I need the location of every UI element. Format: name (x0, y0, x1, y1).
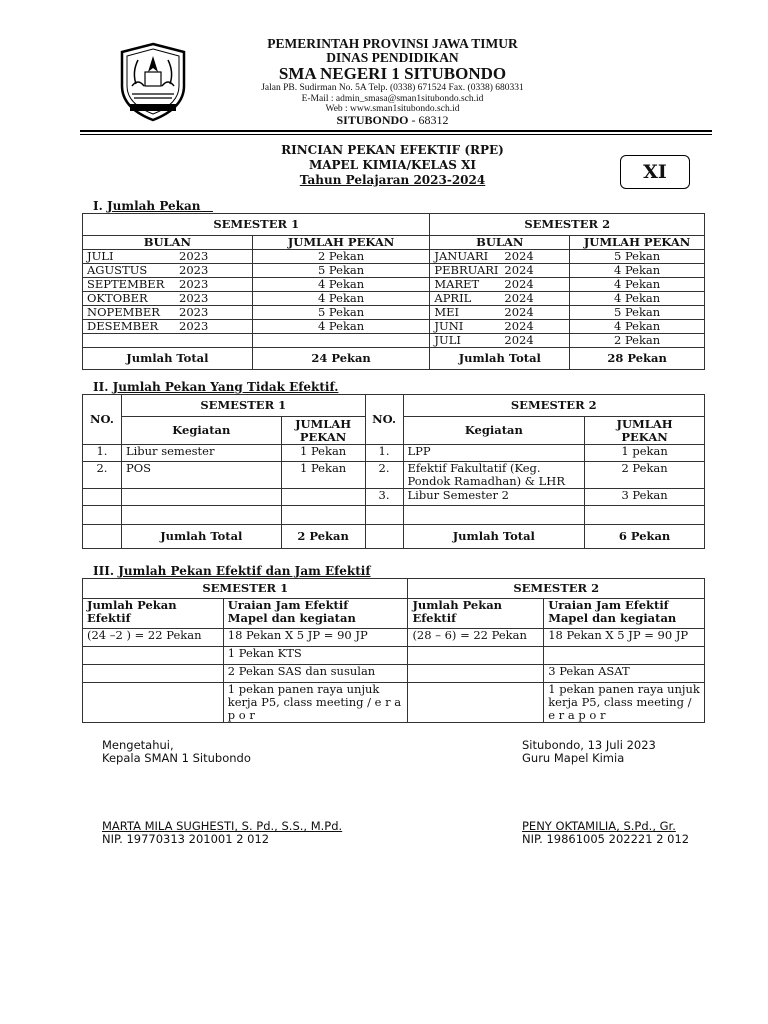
postal-code: - 68312 (411, 113, 449, 127)
col-bulan-2: BULAN (430, 236, 570, 250)
class-box: XI (620, 155, 690, 189)
effective-weeks-1: (24 –2 ) = 22 Pekan (83, 629, 224, 647)
month-cell-1 (83, 320, 253, 334)
jumlah-header-2 (585, 417, 705, 445)
section1-heading (93, 199, 213, 213)
month-year: 2023 (179, 249, 209, 263)
total-value-1: 2 Pekan (281, 525, 365, 549)
table-row (83, 683, 705, 723)
total-label-1: Jumlah Total (121, 525, 281, 549)
weeks-cell-2: 1 pekan (585, 445, 705, 462)
total-value-2: 6 Pekan (585, 525, 705, 549)
col-b-header-1-line2: Mapel dan kegiatan (227, 611, 356, 625)
weeks-cell-1: 1 Pekan (281, 462, 365, 489)
weeks-cell-1: 4 Pekan (252, 320, 430, 334)
province-emblem-icon (118, 42, 188, 122)
total-empty-1 (83, 525, 122, 549)
month-year: 2023 (179, 291, 209, 305)
month-name: AGUSTUS (87, 263, 148, 277)
sem1-header: SEMESTER 1 (83, 214, 430, 236)
month-name: JANUARI (434, 249, 489, 263)
weeks-cell-1 (281, 506, 365, 525)
non-effective-body (83, 445, 705, 525)
weeks-cell-2: 5 Pekan (570, 306, 705, 320)
jumlah-header-1-line2: PEKAN (299, 429, 347, 444)
effective-weeks-2: (28 – 6) = 22 Pekan (408, 629, 544, 647)
sig-left-name: MARTA MILA SUGHESTI, S. Pd., S.S., M.Pd. (102, 819, 343, 833)
table-row (83, 292, 705, 306)
month-cell-2 (430, 264, 570, 278)
city-name: SITUBONDO (336, 113, 409, 127)
weeks-cell-1: 1 Pekan (281, 445, 365, 462)
school-address: Jalan PB. Sudirman No. 5A Telp. (0338) 671524 Fax. (0338) 680331 (261, 83, 524, 93)
col-a-header-1-line1: Jumlah Pekan (87, 598, 177, 612)
weeks-cell-2: 3 Pekan (585, 489, 705, 506)
total-label-2: Jumlah Total (430, 348, 570, 370)
month-year: 2024 (504, 263, 534, 277)
kegiatan-header-2: Kegiatan (403, 417, 585, 445)
government-name: PEMERINTAH PROVINSI JAWA TIMUR (267, 36, 518, 51)
month-cell-1 (83, 250, 253, 264)
table-row (83, 250, 705, 264)
month-year: 2024 (504, 319, 534, 333)
month-cell-2 (430, 278, 570, 292)
sig-right-date: Situbondo, 13 Juli 2023 (522, 738, 656, 752)
section3-heading (93, 564, 371, 578)
sig-right-nip: NIP. 19861005 202221 2 012 (522, 832, 690, 846)
weeks-cell-2: 2 Pekan (585, 462, 705, 489)
table-row (83, 334, 705, 348)
activity-cell-2: Efektif Fakultatif (Keg. Pondok Ramadhan) & LHR (403, 462, 585, 489)
weeks-cell-1: 5 Pekan (252, 264, 430, 278)
hours-detail-1: 2 Pekan SAS dan susulan (223, 665, 408, 683)
month-year: 2024 (504, 333, 534, 347)
sem1-header: SEMESTER 1 (83, 579, 408, 599)
weeks-cell-2: 5 Pekan (570, 250, 705, 264)
section1-number: I. (93, 199, 103, 213)
weeks-body (83, 250, 705, 348)
month-year: 2024 (504, 277, 534, 291)
section3-title: Jumlah Pekan Efektif dan Jam Efektif (118, 564, 371, 578)
table-row (83, 462, 705, 489)
col-a-header-2-line1: Jumlah Pekan (412, 598, 503, 612)
month-year: 2023 (179, 277, 209, 291)
month-cell-1 (83, 264, 253, 278)
month-year: 2024 (504, 249, 534, 263)
table-row (83, 506, 705, 525)
effective-weeks-1 (83, 683, 224, 723)
table-row (83, 665, 705, 683)
total-value-2: 28 Pekan (570, 348, 705, 370)
sig-right-name: PENY OKTAMILIA, S.Pd., Gr. (522, 819, 676, 833)
hours-detail-1: 1 Pekan KTS (223, 647, 408, 665)
weeks-cell-2: 4 Pekan (570, 278, 705, 292)
month-name: APRIL (434, 291, 472, 305)
hours-detail-2 (544, 647, 705, 665)
non-effective-table (82, 394, 705, 549)
activity-cell-1 (121, 506, 281, 525)
table-row (83, 306, 705, 320)
month-cell-1 (83, 334, 253, 348)
hours-detail-1: 1 pekan panen raya unjuk kerja P5, class meeting / e r a p o r (223, 683, 408, 723)
weeks-cell-2 (585, 506, 705, 525)
table-row (83, 264, 705, 278)
month-cell-2 (430, 306, 570, 320)
month-name: PEBRUARI (434, 263, 499, 277)
month-name: JULI (87, 249, 114, 263)
sig-left-role: Kepala SMAN 1 Situbondo (102, 751, 251, 765)
kegiatan-header-1: Kegiatan (121, 417, 281, 445)
month-name: JULI (434, 333, 461, 347)
row-number-1 (83, 506, 122, 525)
effective-weeks-2 (408, 647, 544, 665)
col-jumlah-2: JUMLAH PEKAN (570, 236, 705, 250)
weeks-table (82, 213, 705, 370)
effective-weeks-2 (408, 683, 544, 723)
month-cell-2 (430, 320, 570, 334)
row-number-1 (83, 489, 122, 506)
table-row (83, 647, 705, 665)
col-bulan-1: BULAN (83, 236, 253, 250)
header-rule-thin (80, 134, 712, 135)
total-empty-2 (365, 525, 403, 549)
month-cell-2 (430, 334, 570, 348)
sig-left-nip: NIP. 19770313 201001 2 012 (102, 832, 270, 846)
weeks-cell-1: 4 Pekan (252, 292, 430, 306)
section2-number: II. (93, 380, 109, 394)
document-title (200, 143, 585, 188)
sem2-header: SEMESTER 2 (408, 579, 705, 599)
month-name: DESEMBER (87, 319, 159, 333)
section2-heading (93, 380, 338, 394)
title-line-2: MAPEL KIMIA/KELAS XI (308, 158, 477, 172)
hours-detail-2: 1 pekan panen raya unjuk kerja P5, class meeting / e r a p o r (544, 683, 705, 723)
effective-weeks-1 (83, 647, 224, 665)
hours-detail-1: 18 Pekan X 5 JP = 90 JP (223, 629, 408, 647)
col-a-header-1-line2: Efektif (87, 611, 131, 625)
table-row (83, 278, 705, 292)
month-name: SEPTEMBER (87, 277, 165, 291)
weeks-cell-2: 2 Pekan (570, 334, 705, 348)
col-a-header-2-line2: Efektif (412, 611, 457, 625)
month-name: OKTOBER (87, 291, 148, 305)
hours-detail-2: 3 Pekan ASAT (544, 665, 705, 683)
signature-left (102, 739, 342, 846)
hours-detail-2: 18 Pekan X 5 JP = 90 JP (544, 629, 705, 647)
weeks-cell-1 (281, 489, 365, 506)
month-cell-2 (430, 250, 570, 264)
effective-hours-table (82, 578, 705, 723)
school-city-line (200, 113, 585, 128)
activity-cell-1: Libur semester (121, 445, 281, 462)
jumlah-header-1-line1: JUMLAH (295, 416, 352, 431)
row-number-1: 2. (83, 462, 122, 489)
sig-right-role: Guru Mapel Kimia (522, 751, 625, 765)
department-name: DINAS PENDIDIKAN (326, 50, 459, 65)
no-header-2: NO. (365, 395, 403, 445)
month-name: NOPEMBER (87, 305, 160, 319)
jumlah-header-2-line2: PEKAN (621, 429, 668, 444)
col-a-header-1 (83, 599, 224, 629)
month-name: JUNI (434, 319, 464, 333)
row-number-2: 3. (365, 489, 403, 506)
header-rule-thick (80, 130, 712, 132)
section3-number: III. (93, 564, 115, 578)
month-year: 2023 (179, 305, 209, 319)
col-b-header-2-line1: Uraian Jam Efektif (548, 598, 669, 612)
total-label-2: Jumlah Total (403, 525, 585, 549)
weeks-cell-2: 4 Pekan (570, 292, 705, 306)
title-line-1: RINCIAN PEKAN EFEKTIF (RPE) (281, 143, 504, 157)
month-cell-1 (83, 292, 253, 306)
activity-cell-2: LPP (403, 445, 585, 462)
sem1-header: SEMESTER 1 (121, 395, 365, 417)
weeks-cell-1: 2 Pekan (252, 250, 430, 264)
month-year: 2023 (179, 319, 209, 333)
section1-title: Jumlah Pekan (106, 199, 201, 213)
sem2-header: SEMESTER 2 (403, 395, 704, 417)
col-b-header-2-line2: Mapel dan kegiatan (548, 611, 677, 625)
sig-left-greeting: Mengetahui, (102, 738, 174, 752)
effective-weeks-2 (408, 665, 544, 683)
school-web: Web : www.sman1situbondo.sch.id (325, 104, 460, 114)
weeks-cell-1: 4 Pekan (252, 278, 430, 292)
total-value-1: 24 Pekan (252, 348, 430, 370)
table-row (83, 629, 705, 647)
activity-cell-1: POS (121, 462, 281, 489)
jumlah-header-1 (281, 417, 365, 445)
col-b-header-2 (544, 599, 705, 629)
activity-cell-2 (403, 506, 585, 525)
month-cell-2 (430, 292, 570, 306)
signature-right (522, 739, 689, 846)
activity-cell-2: Libur Semester 2 (403, 489, 585, 506)
weeks-cell-1 (252, 334, 430, 348)
month-name: MEI (434, 305, 460, 319)
row-number-2: 1. (365, 445, 403, 462)
school-email: E-Mail : admin_smasa@sman1situbondo.sch.id (301, 94, 484, 104)
school-name: SMA NEGERI 1 SITUBONDO (278, 64, 507, 83)
month-name: MARET (434, 277, 480, 291)
month-year: 2023 (179, 263, 209, 277)
effective-hours-body (83, 629, 705, 723)
month-cell-1 (83, 306, 253, 320)
col-a-header-2 (408, 599, 544, 629)
sem2-header: SEMESTER 2 (430, 214, 705, 236)
no-header-1: NO. (83, 395, 122, 445)
effective-weeks-1 (83, 665, 224, 683)
table-row (83, 320, 705, 334)
col-b-header-1-line1: Uraian Jam Efektif (227, 598, 349, 612)
row-number-1: 1. (83, 445, 122, 462)
col-b-header-1 (223, 599, 408, 629)
activity-cell-1 (121, 489, 281, 506)
col-jumlah-1: JUMLAH PEKAN (252, 236, 430, 250)
weeks-cell-1: 5 Pekan (252, 306, 430, 320)
section2-title: Jumlah Pekan Yang Tidak Efektif. (112, 380, 339, 394)
title-line-3: Tahun Pelajaran 2023-2024 (299, 173, 486, 187)
table-row (83, 445, 705, 462)
table-row (83, 489, 705, 506)
weeks-cell-2: 4 Pekan (570, 320, 705, 334)
jumlah-header-2-line1: JUMLAH (616, 416, 673, 431)
row-number-2 (365, 506, 403, 525)
total-label-1: Jumlah Total (83, 348, 253, 370)
month-year: 2024 (504, 291, 534, 305)
row-number-2: 2. (365, 462, 403, 489)
month-year: 2024 (504, 305, 534, 319)
month-cell-1 (83, 278, 253, 292)
weeks-cell-2: 4 Pekan (570, 264, 705, 278)
